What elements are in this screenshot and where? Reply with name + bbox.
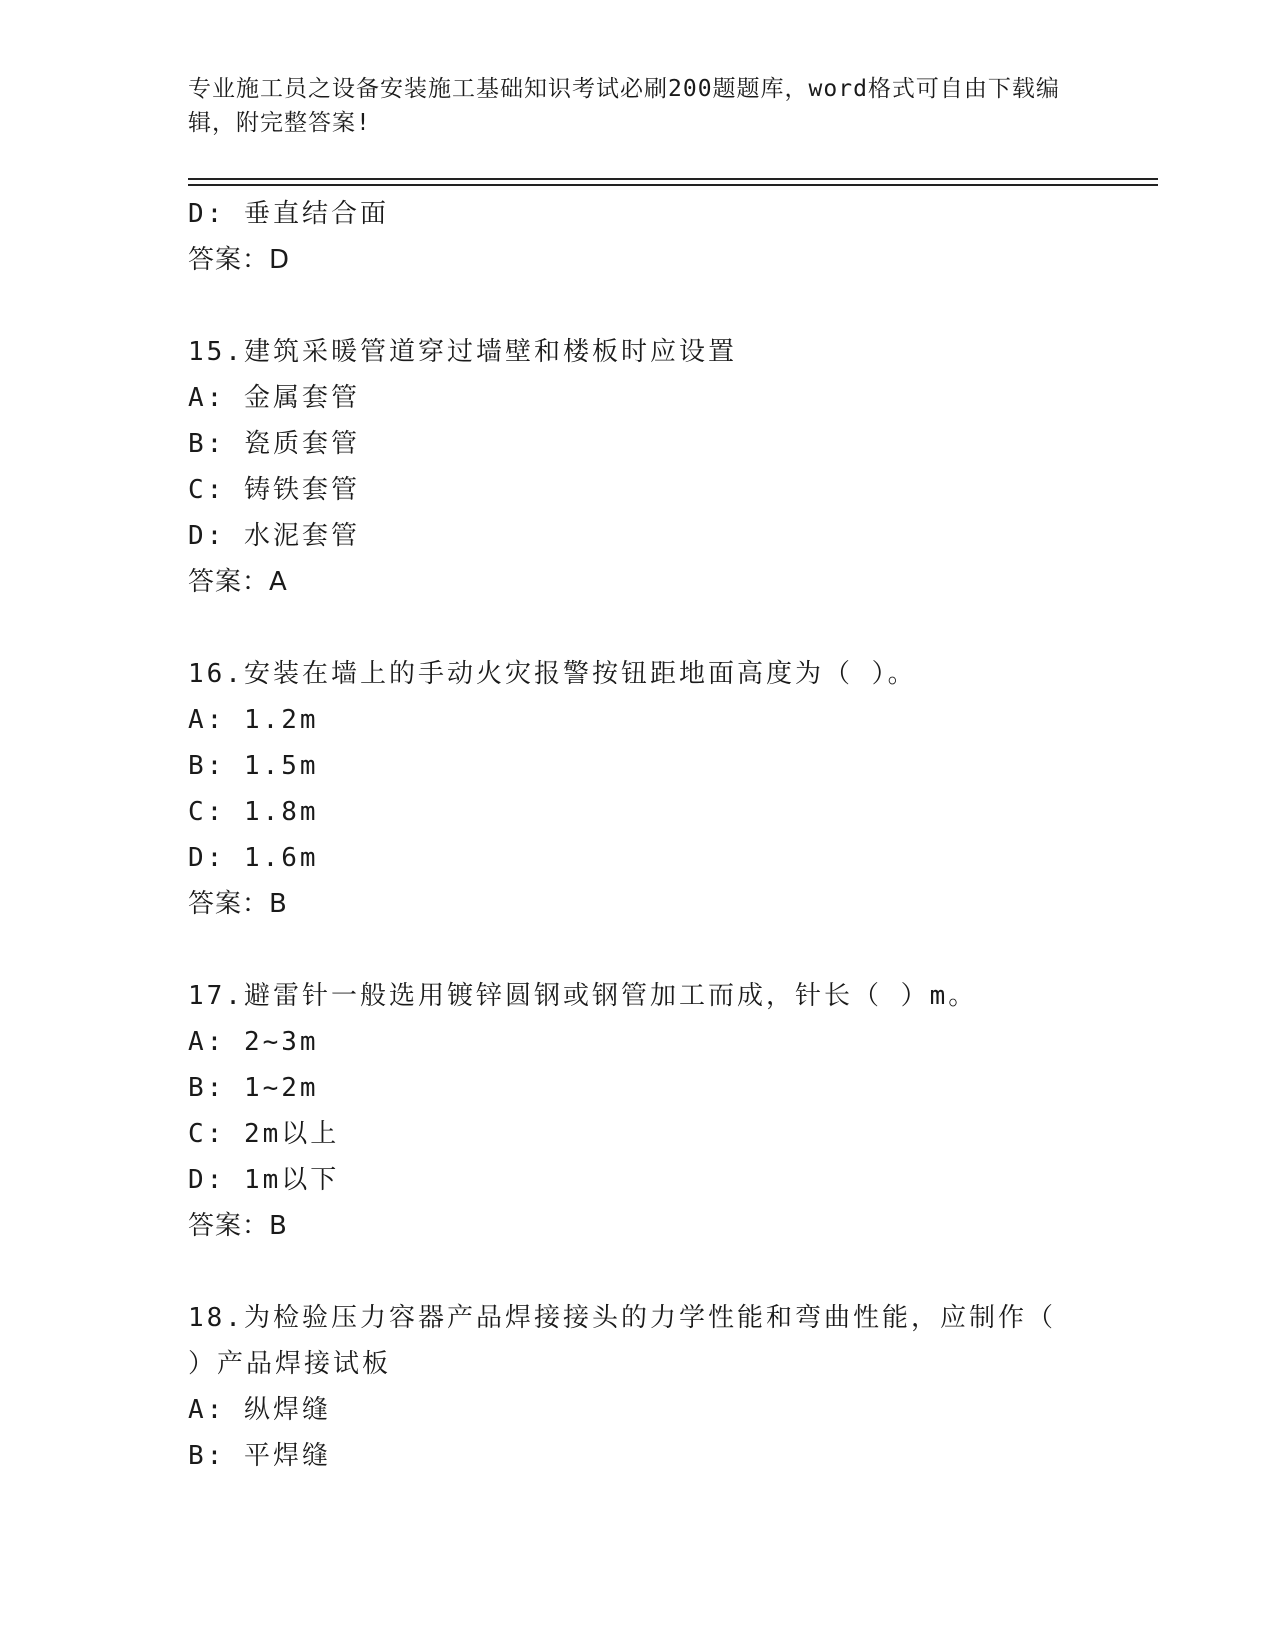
spacer <box>188 1249 1128 1295</box>
answer-line: 答案：D <box>188 245 291 275</box>
option-b: B: 平焊缝 <box>188 1441 331 1471</box>
document-title: 专业施工员之设备安装施工基础知识考试必刷200题题库，word格式可自由下载编辑，附完整答案! <box>188 76 1060 136</box>
option-a: A: 1.2m <box>188 705 319 735</box>
question-list <box>188 191 1128 1479</box>
answer-line: 答案：B <box>188 1211 288 1241</box>
option-d: D: 1.6m <box>188 843 319 873</box>
answer-line: 答案：B <box>188 889 288 919</box>
answer-line: 答案：A <box>188 567 288 597</box>
option-c: C: 1.8m <box>188 797 319 827</box>
spacer <box>188 927 1128 973</box>
option-d: D: 1m以下 <box>188 1165 340 1195</box>
spacer <box>188 605 1128 651</box>
option-d: D: 水泥套管 <box>188 521 360 551</box>
spacer <box>188 283 1128 329</box>
question-stem: 15.建筑采暖管道穿过墙壁和楼板时应设置 <box>188 337 737 367</box>
question-stem: 16.安装在墙上的手动火灾报警按钮距地面高度为（ ）。 <box>188 659 917 689</box>
option-a: A: 金属套管 <box>188 383 360 413</box>
option-d: D: 垂直结合面 <box>188 199 389 229</box>
question-stem: 17.避雷针一般选用镀锌圆钢或钢管加工而成，针长（ ）m。 <box>188 981 978 1011</box>
option-a: A: 2~3m <box>188 1027 319 1057</box>
option-a: A: 纵焊缝 <box>188 1395 331 1425</box>
question-stem: 18.为检验压力容器产品焊接接头的力学性能和弯曲性能，应制作（ ）产品焊接试板 <box>188 1303 1056 1379</box>
header-divider-bottom <box>188 184 1158 186</box>
header-divider-top <box>188 178 1158 180</box>
option-b: B: 瓷质套管 <box>188 429 360 459</box>
option-c: C: 2m以上 <box>188 1119 340 1149</box>
option-c: C: 铸铁套管 <box>188 475 360 505</box>
option-b: B: 1~2m <box>188 1073 319 1103</box>
option-b: B: 1.5m <box>188 751 319 781</box>
document-header <box>188 72 1088 140</box>
